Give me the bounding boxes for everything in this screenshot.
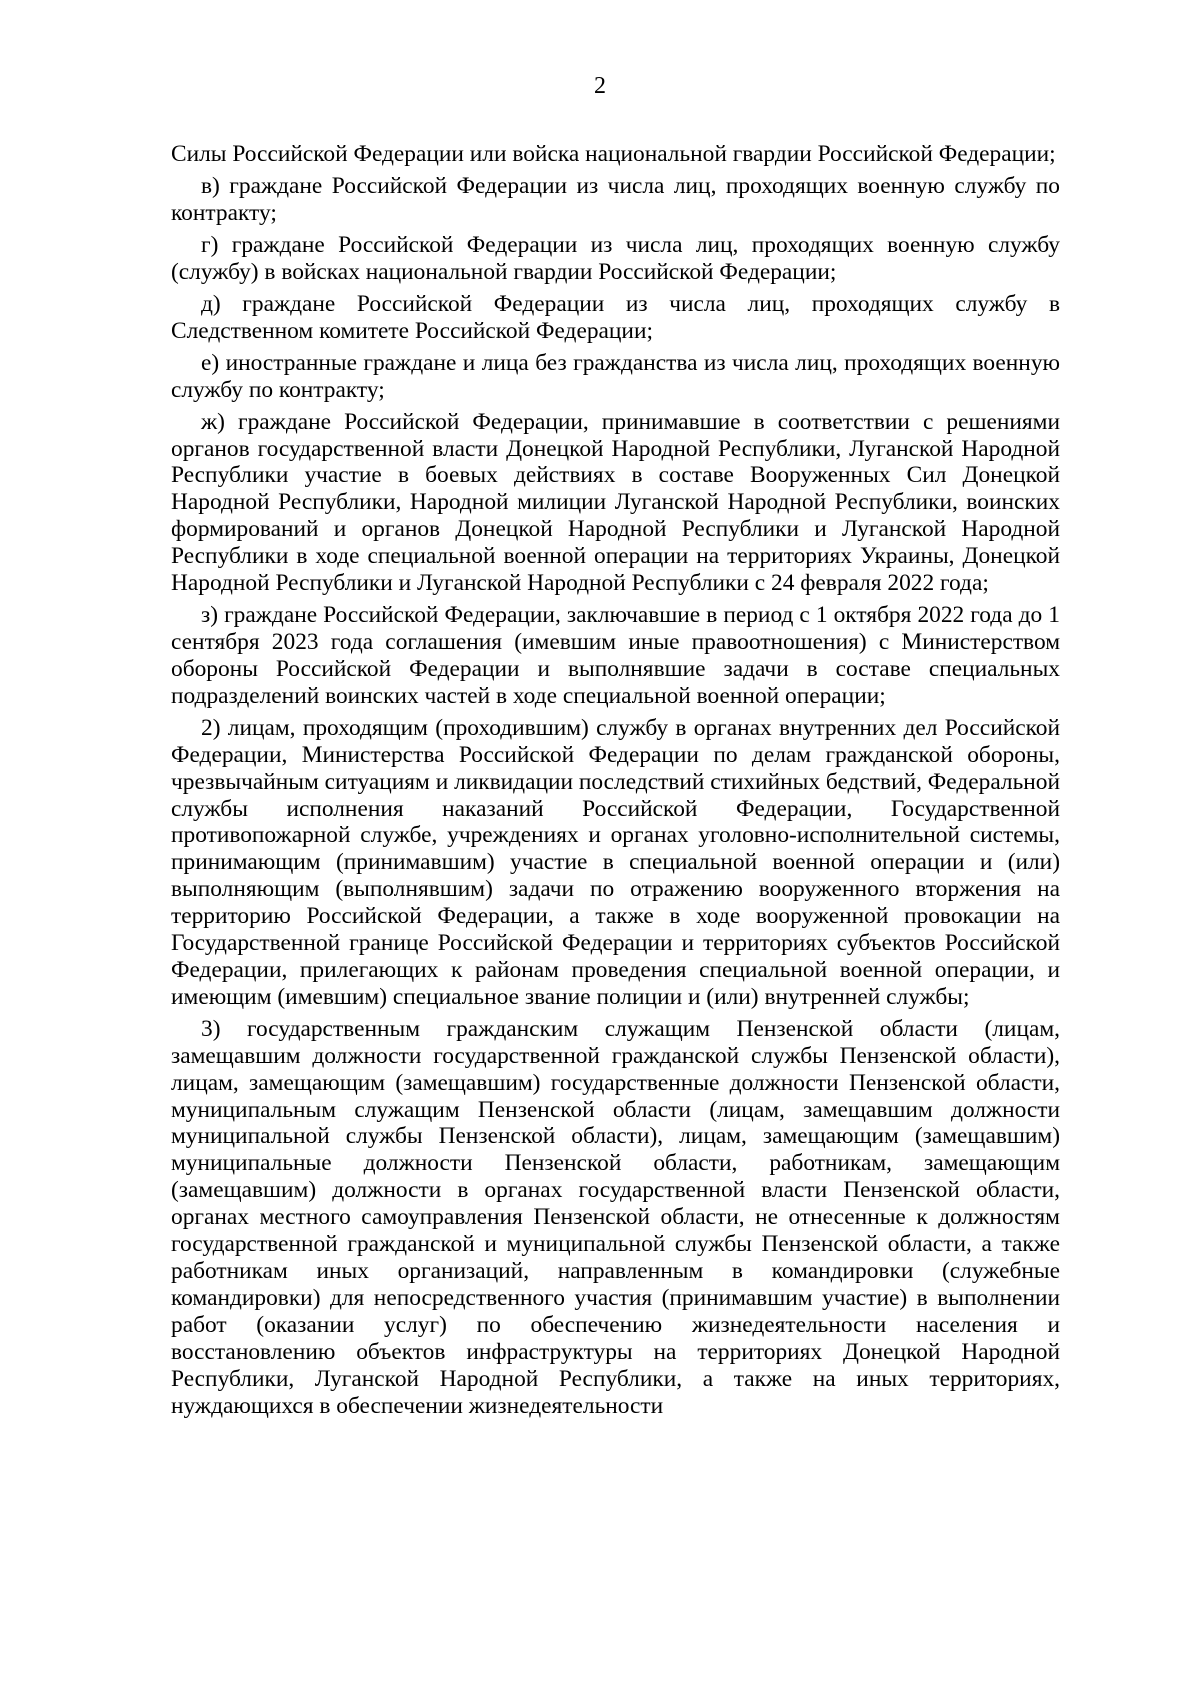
paragraph-continuation: Силы Российской Федерации или войска национальной гвардии Российской Федерации; bbox=[171, 141, 1056, 167]
paragraph-item-e: е) иностранные граждане и лица без гражданства из числа лиц, проходящих военную службу по контракту; bbox=[171, 349, 1060, 403]
paragraph-item-d: д) граждане Российской Федерации из числа лиц, проходящих службу в Следственном комитете Российской Федерации; bbox=[171, 290, 1060, 344]
paragraph-item-3: 3) государственным гражданским служащим Пензенской области (лицам, замещавшим должности государственной гражданской службы Пензенской области), лицам, замещающим (замещавшим) государственные должности Пензенской области, муниципальным служащим Пензенской области (лицам, замещавшим должности муниципальной службы Пензенской области), лицам, замещающим (замещавшим) муниципальные должности Пензенской области, работникам, замещающим (замещавшим) должности в органах государственной власти Пензенской области, органах местного самоуправления Пензенской области, не отнесенные к должностям государственной гражданской и муниципальной службы Пензенской области, а также работникам иных организаций, направленным в командировки (служебные командировки) для непосредственного участия (принимавшим участие) в выполнении работ (оказании услуг) по обеспечению жизнедеятельности населения и восстановлению объектов инфраструктуры на территориях Донецкой Народной Республики, Луганской Народной Республики, а также на иных территориях, нуждающихся в обеспечении жизнедеятельности bbox=[171, 1015, 1060, 1419]
document-body bbox=[171, 141, 1060, 1425]
paragraph-item-zh: ж) граждане Российской Федерации, принимавшие в соответствии с решениями органов государственной власти Донецкой Народной Республики, Луганской Народной Республики участие в боевых действиях в составе Вооруженных Сил Донецкой Народной Республики, Народной милиции Луганской Народной Республики, воинских формирований и органов Донецкой Народной Республики и Луганской Народной Республики в ходе специальной военной операции на территориях Украины, Донецкой Народной Республики и Луганской Народной Республики с 24 февраля 2022 года; bbox=[171, 408, 1060, 597]
page-number: 2 bbox=[594, 73, 606, 99]
paragraph-item-z: з) граждане Российской Федерации, заключавшие в период с 1 октября 2022 года до 1 сентября 2023 года соглашения (имевшим иные правоотношения) с Министерством обороны Российской Федерации и выполнявшие задачи в составе специальных подразделений воинских частей в ходе специальной военной операции; bbox=[171, 602, 1060, 709]
paragraph-item-2: 2) лицам, проходящим (проходившим) службу в органах внутренних дел Российской Федерации, Министерства Российской Федерации по делам гражданской обороны, чрезвычайным ситуациям и ликвидации последствий стихийных бедствий, Федеральной службы исполнения наказаний Российской Федерации, Государственной противопожарной службе, учреждениях и органах уголовно-исполнительной системы, принимающим (принимавшим) участие в специальной военной операции и (или) выполняющим (выполнявшим) задачи по отражению вооруженного вторжения на территорию Российской Федерации, а также в ходе вооруженной провокации на Государственной границе Российской Федерации и территориях субъектов Российской Федерации, прилегающих к районам проведения специальной военной операции, и имеющим (имевшим) специальное звание полиции и (или) внутренней службы; bbox=[171, 714, 1060, 1010]
paragraph-item-v: в) граждане Российской Федерации из числа лиц, проходящих военную службу по контракту; bbox=[171, 173, 1060, 226]
paragraph-item-g: г) граждане Российской Федерации из числа лиц, проходящих военную службу (службу) в войсках национальной гвардии Российской Федерации; bbox=[171, 231, 1060, 285]
